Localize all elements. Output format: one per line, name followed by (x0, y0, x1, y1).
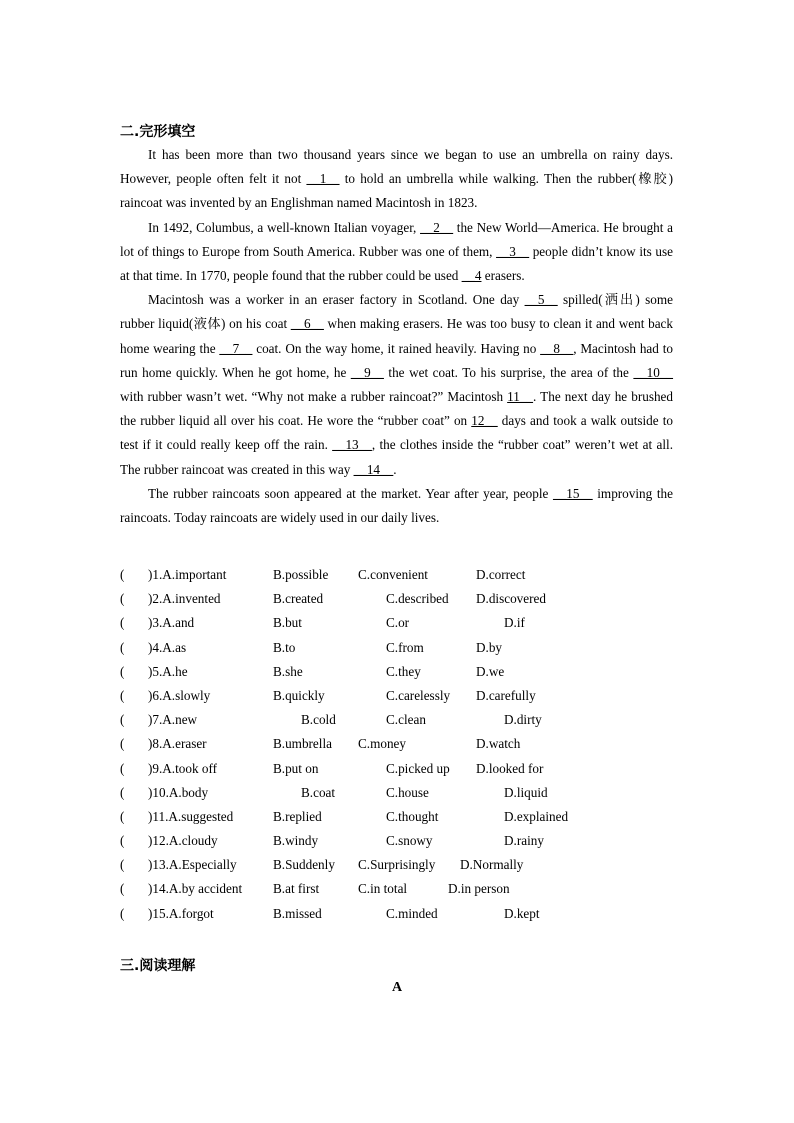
option-d: D.looked for (476, 760, 544, 776)
question-row (120, 829, 720, 853)
option-d: D.discovered (476, 591, 546, 607)
option-b: B.created (273, 591, 324, 607)
option-c: C.snowy (386, 833, 433, 849)
paren: ( (120, 736, 125, 752)
option-c: C.or (386, 615, 410, 631)
paragraph-1 (120, 143, 673, 216)
text: with rubber wasn’t wet. “Why not make a rubber raincoat?” Macintosh (120, 389, 508, 405)
blank-6: __6__ (290, 316, 324, 332)
blank-4: __4 (461, 268, 482, 284)
option-b: B.quickly (273, 687, 325, 703)
text: , the clothes inside the “rubber coat” weren’t wet at all. The rubber raincoat was created in this way (120, 437, 673, 477)
option-d: D.if (504, 615, 525, 631)
option-b: B.she (273, 663, 303, 679)
option-a: )9.A.took off (148, 760, 217, 776)
section-title-cloze: 二.完形填空 (120, 124, 196, 140)
paragraph-4 (120, 482, 673, 530)
option-c: C.minded (386, 905, 438, 921)
text: In 1492, Columbus, a well-known Italian voyager, (148, 219, 421, 235)
option-a: )14.A.by accident (148, 881, 243, 897)
paren: ( (120, 591, 125, 607)
option-d: D.kept (504, 905, 540, 921)
text: days and took a walk outside to test if it could really keep off the rain. (120, 413, 673, 453)
option-c: C.convenient (358, 567, 428, 582)
option-b: B.coat (301, 784, 336, 800)
question-row (120, 660, 720, 684)
option-a: )3.A.and (148, 615, 195, 631)
paren: ( (120, 905, 125, 921)
text: improving the raincoats. Today raincoats are widely used in our daily lives. (120, 485, 673, 526)
paren: ( (120, 857, 125, 873)
text: coat. On the way home, it rained heavily. Having no (252, 340, 541, 356)
option-c: C.picked up (386, 760, 450, 776)
blank-11: 11__ (507, 389, 534, 405)
option-d: D.in person (448, 881, 510, 897)
paragraph-3 (120, 288, 673, 482)
option-d: D.carefully (476, 687, 536, 703)
text: erasers. (481, 268, 525, 284)
option-a: )5.A.he (148, 663, 188, 679)
text: spilled(洒出) some rubber liquid(液体) on his coat (120, 292, 673, 332)
option-d: D.liquid (504, 784, 548, 800)
blank-5: __5__ (524, 292, 558, 308)
option-c: C.house (386, 784, 429, 800)
paren: ( (120, 639, 125, 655)
option-c: C.thought (386, 808, 439, 824)
option-a: )10.A.body (148, 784, 209, 800)
option-d: D.explained (504, 808, 569, 824)
question-row (120, 587, 720, 611)
option-a: )11.A.suggested (148, 808, 234, 824)
text: to hold an umbrella while walking. Then the rubber(橡胶) raincoat was invented by an Englishman named Macintosh in 1823. (120, 171, 673, 211)
paren: ( (120, 760, 125, 776)
blank-2: __2__ (420, 219, 454, 235)
passage-a-label: A (391, 980, 403, 995)
paragraph-2 (120, 216, 673, 289)
question-list (120, 563, 720, 926)
option-d: D.correct (476, 567, 526, 582)
question-row (120, 757, 720, 781)
question-row (120, 853, 720, 877)
text: , Macintosh had to run home quickly. When he got home, he (120, 340, 673, 380)
text: people didn’t know its use at that time. In 1770, people found that the rubber could be used (120, 243, 673, 284)
option-b: B.replied (273, 808, 322, 824)
option-c: C.in total (358, 881, 408, 897)
text: . The next day he brushed the rubber liquid all over his coat. He wore the “rubber coat” on (120, 389, 673, 429)
option-c: C.money (358, 736, 406, 752)
option-b: B.missed (273, 905, 322, 921)
paren: ( (120, 808, 125, 824)
text: . (393, 461, 397, 477)
option-d: D.by (476, 639, 503, 655)
option-b: B.at first (273, 881, 320, 897)
option-c: C.described (386, 591, 449, 607)
option-a: )8.A.eraser (148, 736, 207, 752)
question-row (120, 636, 720, 660)
option-b: B.cold (301, 712, 336, 728)
option-d: D.dirty (504, 712, 542, 728)
paren: ( (120, 784, 125, 800)
paren: ( (120, 567, 125, 582)
text: It has been more than two thousand years since we began to use an umbrella on rainy days. However, people often felt it not (120, 147, 673, 187)
question-row (120, 902, 720, 926)
blank-8: __8__ (540, 340, 574, 356)
blank-14: __14__ (353, 461, 394, 477)
option-d: D.watch (476, 736, 521, 752)
question-row (120, 805, 720, 829)
option-d: D.rainy (504, 833, 544, 849)
option-c: C.clean (386, 712, 426, 728)
question-row (120, 732, 720, 756)
text: The rubber raincoats soon appeared at the market. Year after year, people (148, 485, 554, 501)
question-row (120, 708, 720, 732)
option-a: )13.A.Especially (148, 857, 237, 873)
question-row (120, 563, 720, 587)
blank-3: __3__ (496, 243, 530, 259)
text: the wet coat. To his surprise, the area of the (383, 364, 634, 380)
paren: ( (120, 663, 125, 679)
text: the New World—America. He brought a lot of things to Europe from South America. Rubber was one of them, (120, 219, 674, 259)
option-a: )6.A.slowly (148, 687, 211, 703)
paren: ( (120, 712, 125, 728)
option-a: )4.A.as (148, 639, 187, 655)
option-d: D.Normally (460, 857, 524, 873)
question-row (120, 611, 720, 635)
blank-10: __10__ (633, 364, 673, 380)
text: Macintosh was a worker in an eraser factory in Scotland. One day (148, 292, 525, 308)
option-d: D.we (476, 663, 505, 679)
question-row (120, 781, 720, 805)
option-a: )2.A.invented (148, 591, 221, 607)
question-row (120, 684, 720, 708)
option-c: C.they (386, 663, 421, 679)
option-b: B.umbrella (273, 736, 332, 752)
option-a: )1.A.important (148, 567, 227, 582)
paren: ( (120, 881, 125, 897)
option-b: B.but (273, 615, 302, 631)
option-a: )15.A.forgot (148, 905, 214, 921)
text: when making erasers. He was too busy to clean it and went back home wearing the (120, 316, 673, 356)
paren: ( (120, 687, 125, 703)
section-title-reading: 三.阅读理解 (120, 958, 196, 974)
blank-13: __13__ (332, 437, 372, 453)
blank-1: __1__ (306, 171, 340, 187)
blank-7: __7__ (219, 340, 253, 356)
cloze-passage (120, 143, 673, 530)
option-b: B.put on (273, 760, 319, 776)
option-c: C.Surprisingly (358, 857, 436, 873)
option-c: C.carelessly (386, 687, 451, 703)
option-a: )7.A.new (148, 712, 198, 728)
option-b: B.possible (273, 567, 329, 582)
paren: ( (120, 833, 125, 849)
blank-15: __15__ (553, 485, 593, 501)
option-b: B.Suddenly (273, 857, 335, 873)
paren: ( (120, 615, 125, 631)
option-c: C.from (386, 639, 424, 655)
question-row (120, 877, 720, 901)
option-b: B.windy (273, 833, 319, 849)
option-a: )12.A.cloudy (148, 833, 218, 849)
option-b: B.to (273, 639, 296, 655)
blank-9: __9__ (350, 364, 384, 380)
blank-12: 12__ (471, 413, 498, 429)
